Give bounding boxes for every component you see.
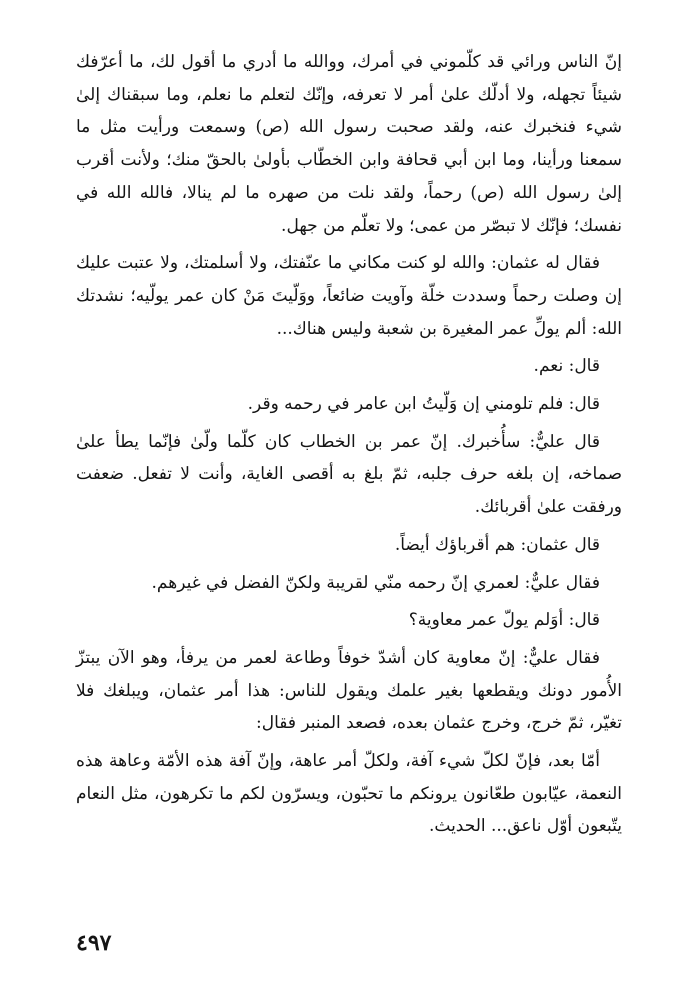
paragraph-2: فقال له عثمان: والله لو كنت مكاني ما عنّفتك، ولا أسلمتك، ولا عتبت عليك إن وصلت رحماً وسددت خلّة وآويت ضائعاً، ووَلّيتَ مَنْ كان عمر يولّيه؛ نشدتك الله: ألم يولِّ عمر المغيرة بن شعبة وليس هناك... [76, 253, 622, 339]
paragraph-4: قال: فلم تلومني إن وَلّيتُ ابن عامر في رحمه وقر. [247, 394, 600, 415]
paragraph-6: قال عثمان: هم أقرباؤك أيضاً. [394, 534, 600, 555]
paragraph-10: أمّا بعد، فإنّ لكلّ شيء آفة، ولكلّ أمر عاهة، وإنّ آفة هذه الأمّة وعاهة هذه النعمة، عيّابون طعّانون يرونكم ما تحبّون، ويسرّون لكم ما تكرهون، مثل النعام يتّبعون أوّل ناعق... الحديث. [76, 751, 622, 837]
paragraph-3: قال: نعم. [533, 356, 600, 377]
page-number: ٤٩٧ [76, 930, 112, 956]
paragraph-8: قال: أوَلم يولّ عمر معاوية؟ [408, 610, 600, 631]
paragraph-7: فقال عليٌّ: لعمري إنّ رحمه منّي لقريبة ولكنّ الفضل في غيرهم. [151, 572, 600, 593]
page-body [76, 46, 622, 848]
paragraph-9: فقال عليٌّ: إنّ معاوية كان أشدّ خوفاً وطاعة لعمر من يرفأ، وهو الآن يبتزّ الأُمور دونك ويقطعها بغير علمك ويقول للناس: هذا أمر عثمان، ويبلغك فلا تغيّر، ثمّ خرج، وخرج عثمان بعده، فصعد المنبر فقال: [76, 647, 622, 734]
paragraph-5: قال عليٌّ: سأُخبرك. إنّ عمر بن الخطاب كان كلّما ولّىٰ فإنّما يطأ علىٰ صماخه، إن بلغه حرف جلبه، ثمّ بلغ به أقصى الغاية، وأنت لا تفعل. ضعفت ورفقت علىٰ أقربائك. [76, 431, 622, 518]
paragraph-1: إنّ الناس ورائي قد كلّموني في أمرك، ووالله ما أدري ما أقول لك، ما أعرّفك شيئاً تجهله، ولا أدلّك علىٰ أمر لا تعرفه، وإنّك لتعلم ما نعلم، وما سبقناك إلىٰ شيء فنخبرك عنه، ولقد صحبت رسول الله (ص) وسمعت ورأيت مثل ما سمعنا ورأينا، وما ابن أبي قحافة وابن الخطّاب بأولىٰ بالحقّ منك؛ ولأنت أقرب إلىٰ رسول الله (ص) رحماً، ولقد نلت من صهره ما لم ينالا، فالله الله في نفسك؛ فإنّك لا تبصّر من عمى؛ ولا تعلّم من جهل. [76, 52, 622, 236]
